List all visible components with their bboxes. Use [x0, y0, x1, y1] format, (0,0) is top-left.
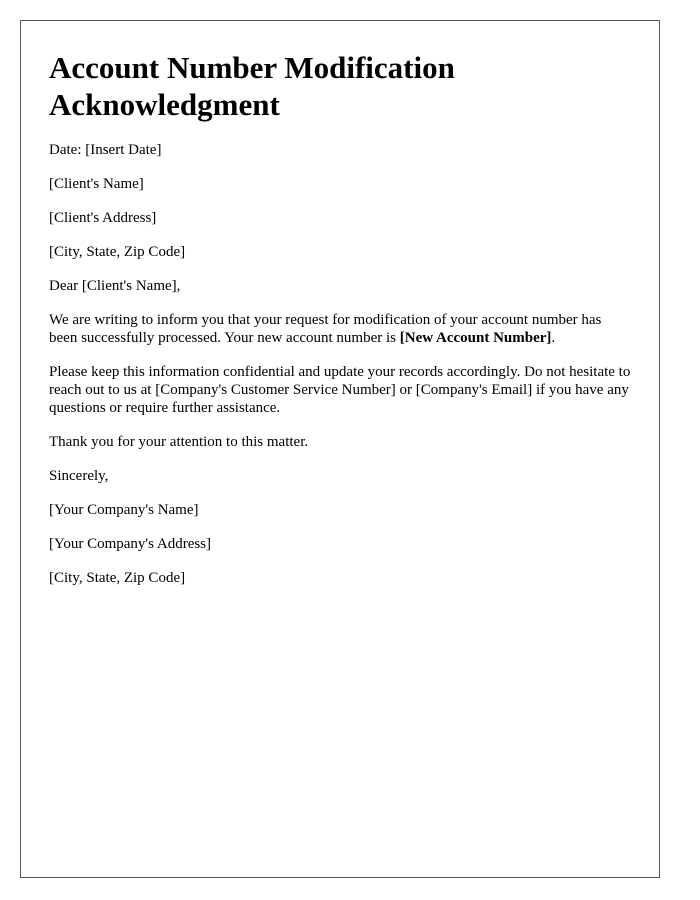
body-paragraph-confidential: Please keep this information confidential and update your records accordingly. Do not hesitate to reach out to us at [Company's Customer Service Number] or [Company's Email] if you have any questions or require further assistance.	[49, 364, 631, 416]
new-account-number: [New Account Number]	[399, 330, 552, 346]
body-paragraph-thanks: Thank you for your attention to this matter.	[49, 434, 309, 450]
date-line: Date: [Insert Date]	[49, 142, 162, 158]
recipient-address: [Client's Address]	[49, 210, 157, 226]
letter-page	[20, 20, 660, 878]
recipient-name: [Client's Name]	[49, 176, 144, 192]
recipient-city-state-zip: [City, State, Zip Code]	[49, 244, 186, 260]
letter-title: Account Number Modification Acknowledgment	[49, 50, 455, 122]
sender-company-name: [Your Company's Name]	[49, 502, 199, 518]
paragraph-text-after: .	[551, 330, 556, 346]
paragraph-text-before: We are writing to inform you that your request for modification of your account number has been successfully processed. Your new account number is	[49, 312, 602, 346]
body-paragraph-account-change	[49, 311, 631, 347]
sender-city-state-zip: [City, State, Zip Code]	[49, 570, 186, 586]
salutation: Dear [Client's Name],	[49, 278, 181, 294]
sender-company-address: [Your Company's Address]	[49, 536, 212, 552]
closing: Sincerely,	[49, 468, 109, 484]
